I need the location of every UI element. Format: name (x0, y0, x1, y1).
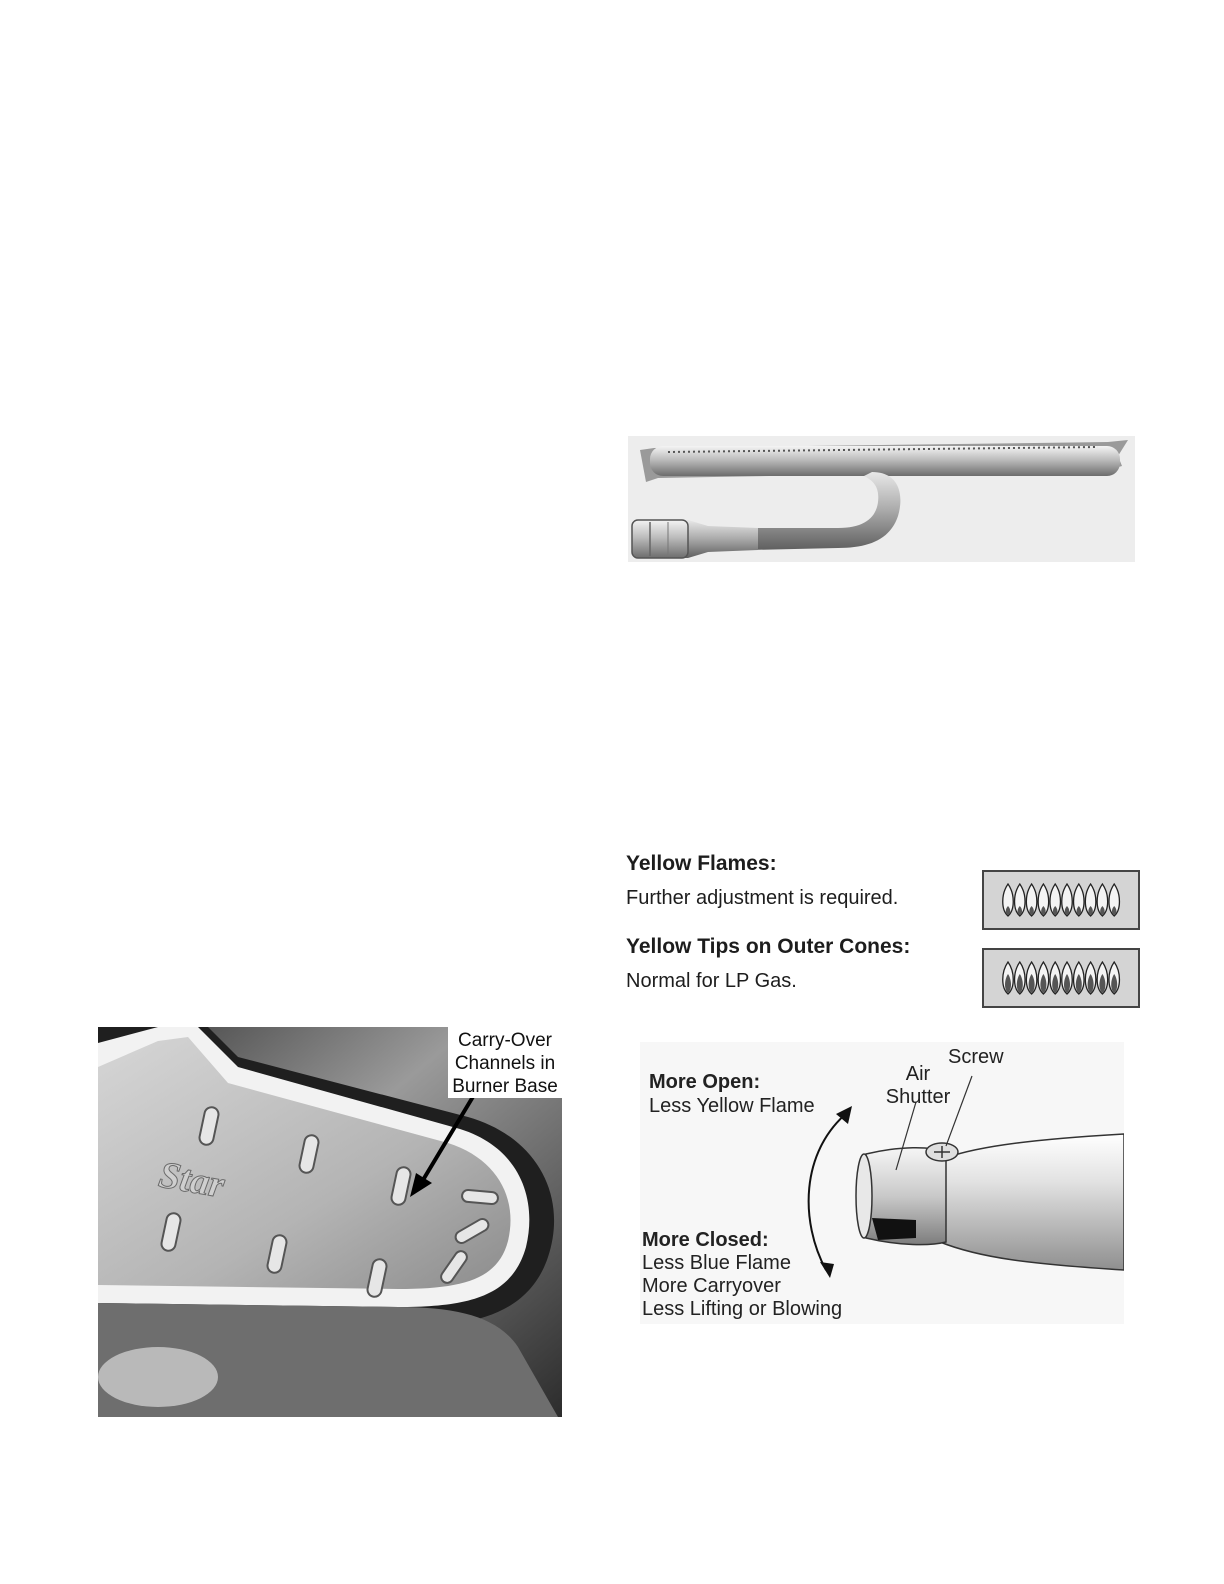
carryover-label (448, 1027, 562, 1098)
flame-icon (1085, 884, 1096, 916)
yellow-flames-illustration (982, 870, 1140, 930)
flame-icon (1097, 962, 1108, 994)
flame-icon (1003, 884, 1014, 916)
more-open-line: Less Yellow Flame (649, 1095, 815, 1117)
screw-label: Screw (948, 1046, 1004, 1068)
flame-icon (1038, 884, 1049, 916)
flame-icon (1062, 962, 1073, 994)
star-logo-text: Star (155, 1153, 228, 1207)
carryover-channels-photo (98, 1027, 562, 1417)
more-open-title: More Open: (649, 1071, 761, 1093)
yellow-tips-title: Yellow Tips on Outer Cones: (626, 935, 911, 958)
more-closed-line: Less Blue Flame (642, 1252, 791, 1274)
label-line: Channels in (454, 1053, 556, 1074)
more-closed-line: Less Lifting or Blowing (642, 1298, 843, 1320)
yellow-flames-description: Further adjustment is required. (626, 887, 899, 909)
flame-icon (1109, 962, 1120, 994)
yellow-flames-title: Yellow Flames: (626, 852, 777, 875)
air-shutter-label-line: Shutter (885, 1086, 951, 1108)
flame-icon (1097, 884, 1108, 916)
flame-icon (1050, 962, 1061, 994)
flame-icon (1003, 962, 1014, 994)
more-closed-line: More Carryover (642, 1275, 781, 1297)
flame-icon (1026, 884, 1037, 916)
more-closed-title: More Closed: (642, 1229, 769, 1251)
burner-tube-photo (628, 436, 1135, 562)
flame-icon (1038, 962, 1049, 994)
yellow-tips-illustration (982, 948, 1140, 1008)
flame-icon (1050, 884, 1061, 916)
flame-icon (1074, 884, 1085, 916)
flame-icon (1015, 962, 1026, 994)
flame-icon (1015, 884, 1026, 916)
flame-icon (1085, 962, 1096, 994)
flame-icon (1026, 962, 1037, 994)
label-line: Carry-Over (458, 1030, 552, 1051)
yellow-tips-description: Normal for LP Gas. (626, 970, 797, 992)
flame-icon (1109, 884, 1120, 916)
air-shutter-diagram (640, 1042, 1124, 1324)
label-line: Burner Base (452, 1076, 558, 1097)
air-shutter-label-line: Air (905, 1063, 931, 1085)
flame-icon (1062, 884, 1073, 916)
flame-icon (1074, 962, 1085, 994)
